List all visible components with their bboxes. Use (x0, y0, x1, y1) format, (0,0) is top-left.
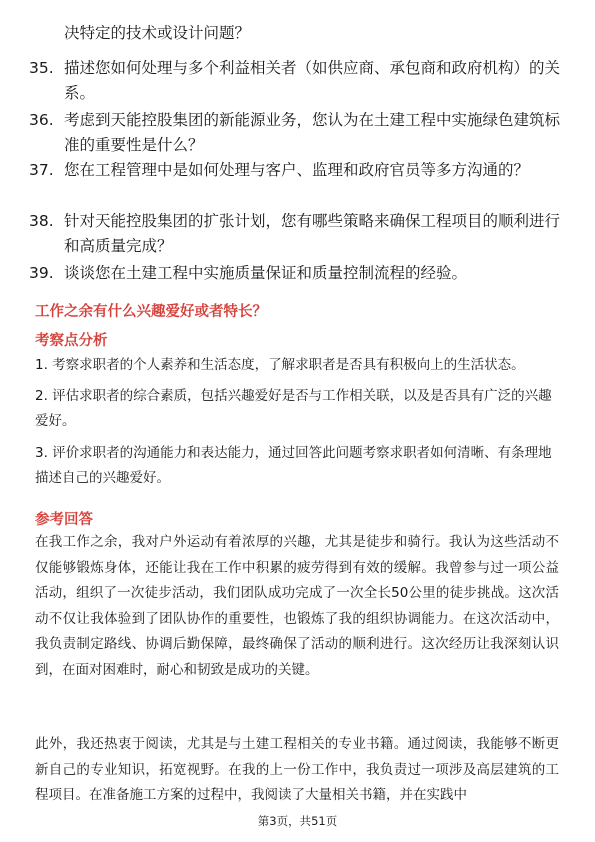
question-34-continuation: 决特定的技术或设计问题？ (64, 24, 251, 42)
question-number: 36. (29, 111, 54, 129)
analysis-item-3: 3. 评价求职者的沟通能力和表达能力，通过回答此问题考察求职者如何清晰、有条理地描述自己的兴趣爱好。 (35, 445, 552, 486)
question-37 (29, 158, 563, 183)
question-number: 38. (29, 212, 54, 230)
analysis-item-2: 2. 评估求职者的综合素质，包括兴趣爱好是否与工作相关联，以及是否具有广泛的兴趣爱好。 (35, 388, 552, 429)
question-35 (29, 56, 563, 106)
question-number: 35. (29, 59, 54, 77)
section-title: 工作之余有什么兴趣爱好或者特长？ (35, 304, 267, 320)
question-text: 描述您如何处理与多个利益相关者（如供应商、承包商和政府机构）的关系。 (64, 59, 561, 102)
question-number: 39. (29, 264, 54, 282)
question-number: 37. (29, 161, 54, 179)
question-text: 您在工程管理中是如何处理与客户、监理和政府官员等多方沟通的？ (64, 161, 530, 179)
question-38 (29, 209, 563, 259)
question-text: 针对天能控股集团的扩张计划，您有哪些策略来确保工程项目的顺利进行和高质量完成？ (64, 212, 561, 255)
answer-paragraph-2: 此外，我还热衷于阅读，尤其是与土建工程相关的专业书籍。通过阅读，我能够不断更新自己的专业知识，拓宽视野。在我的上一份工作中，我负责过一项涉及高层建筑的工程项目。在准备施工方案的过程中，我阅读了大量相关书籍，并在实践中 (35, 736, 559, 804)
question-text: 谈谈您在土建工程中实施质量保证和质量控制流程的经验。 (64, 264, 468, 282)
question-39 (29, 261, 563, 286)
answer-paragraph-1: 在我工作之余，我对户外运动有着浓厚的兴趣，尤其是徒步和骑行。我认为这些活动不仅能够锻炼身体，还能让我在工作中积累的疲劳得到有效的缓解。我曾参与过一项公益活动，组织了一次徒步活动，我们团队成功完成了一次全长50公里的徒步挑战。这次活动不仅让我体验到了团队协作的重要性，也锻炼了我的组织协调能力。在这次活动中，我负责制定路线、协调后勤保障，最终确保了活动的顺利进行。这次经历让我深刻认识到，在面对困难时，耐心和韧致是成功的关键。 (35, 534, 559, 678)
analysis-item-1: 1. 考察求职者的个人素养和生活态度，了解求职者是否具有积极向上的生活状态。 (35, 357, 525, 373)
analysis-heading: 考察点分析 (35, 333, 108, 349)
question-36 (29, 108, 563, 158)
answer-heading: 参考回答 (35, 512, 93, 528)
page-footer: 第3页，共51页 (257, 814, 338, 828)
question-text: 考虑到天能控股集团的新能源业务，您认为在土建工程中实施绿色建筑标准的重要性是什么？ (64, 111, 561, 154)
